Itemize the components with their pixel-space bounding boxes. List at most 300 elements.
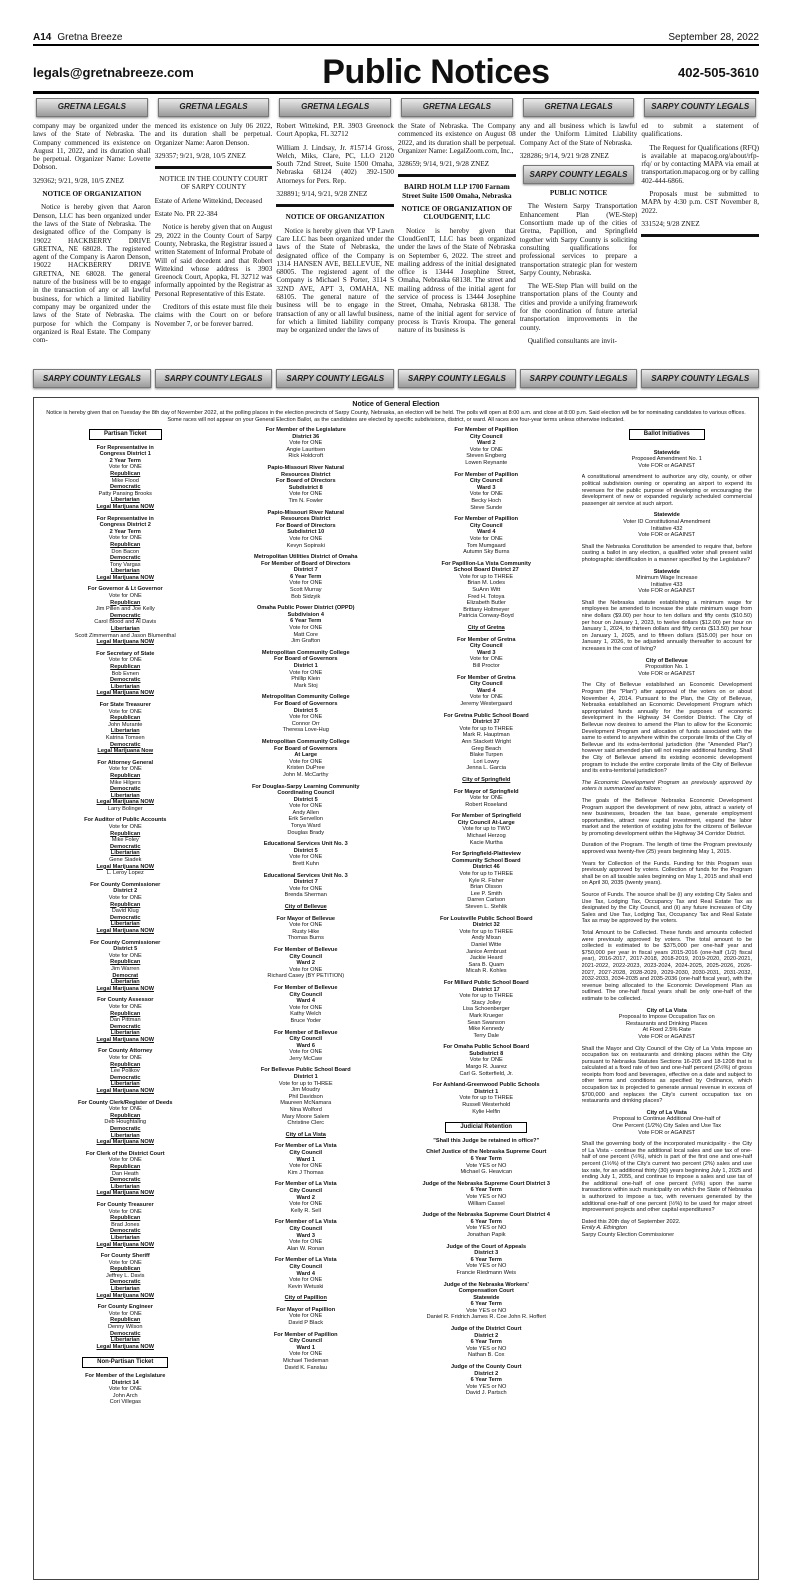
race-line: Legal Marijuana NOW [96, 1343, 154, 1350]
race-line: City Council [469, 681, 503, 688]
race-line: Dan Heath [111, 1170, 139, 1177]
initiative-heading: City of La Vista Proposal to Continue Additional One-half of One Percent (1/2%) City Sales and Use Tax Vote FOR or AGAINST [612, 1109, 722, 1136]
race-line: Becky Hoch [471, 497, 502, 504]
race-line: Democratic [110, 843, 141, 850]
race-line: Cori Villegas [109, 1399, 141, 1406]
race-line: District 17 [472, 986, 500, 993]
top-bar [33, 32, 759, 46]
legals-columns [33, 98, 759, 360]
race-line: Vote for ONE [289, 440, 323, 447]
initiative-text: Shall the Nebraska Constitution be amended to require that, before casting a ballot in any election, a qualified voter shall present valid photographic identification in a manner specified by the Legislature? [581, 543, 752, 563]
race-line: Jeffrey L. Davis [106, 1272, 145, 1279]
race-line: For County Commissioner [90, 881, 161, 888]
race-line: Sara B. Quam [468, 961, 504, 968]
race-line: Vote for ONE [469, 656, 503, 663]
race-block [40, 445, 211, 511]
race-line: Phil Davidson [288, 1093, 323, 1100]
race-line: Jonathan Papik [466, 1231, 506, 1238]
race-line: Carl G. Sotterfield, Jr. [459, 1070, 513, 1077]
initiative-heading: Statewide Voter ID Constitutional Amendment Initiative 432 Vote FOR or AGAINST [623, 512, 711, 539]
race-line: For Omaha Public School Board [443, 1044, 530, 1051]
race-block [221, 650, 392, 690]
race-line: Brian Olsson [470, 884, 503, 891]
sarpy-legals-header: SARPY COUNTY LEGALS [155, 369, 273, 388]
election-column-2 [221, 427, 392, 1577]
race-line: 6 Year Term [290, 573, 322, 580]
race-line: Vote for ONE [108, 535, 142, 542]
race-line: Vote for ONE [108, 824, 142, 831]
race-block [221, 916, 392, 942]
notice-text: menced its existence on July 06 2022, and its duration shall be perpetual. Organizer Name: Aaron Denson. [154, 122, 273, 147]
race-line: Legal Marijuana NOW [96, 574, 154, 581]
race-line: Thomas Burns [287, 935, 324, 942]
race-line: Phillip Klein [291, 676, 321, 683]
notice-text: Robert Wittekind, P.R. 3903 Greenock Court Apopka, FL 32712 [276, 122, 395, 139]
race-block [40, 1373, 211, 1406]
race-line: District 5 [113, 946, 138, 953]
race-line: Resources District [281, 471, 331, 478]
race-line: Scott Zimmerman and Jason Blumenthal [74, 632, 176, 639]
race-line: Republican [110, 1163, 141, 1170]
race-line: Ward 4 [296, 1270, 315, 1277]
race-line: For Member of Bellevue [274, 946, 338, 953]
race-line: Legal Marijuana NOW [96, 1139, 154, 1146]
initiative-text: Shall the governing body of the incorporated municipality - the City of La Vista - continue the additional local sales and use tax of one-half of one percent (½%), which is part of the first one and one-half percent (1½%) of the City's current two percent (2%) sales and use tax rate, for an additional thirty (30) years beginning July 1, 2025 and ending July 1, 2055, and continue to impose a sales and use tax of the additional one-half of one percent (½%) upon the same transactions within such municipality on which the State of Nebraska is authorized to impose a tax, with revenues generated by the additional one-half of one percent (½%) to be used for major street improvement projects and other capital expenditures? [581, 1141, 752, 1214]
race-line: District 5 [293, 707, 318, 714]
race-line: For Auditor of Public Accounts [84, 817, 167, 824]
race-line: Vote for ONE [108, 464, 142, 471]
race-line: Vote for ONE [469, 535, 503, 542]
race-line: Libertarian [110, 979, 140, 986]
general-election-notice [33, 397, 759, 1580]
race-block [401, 1326, 572, 1359]
race-line: Blake Turpen [469, 752, 503, 759]
race-block [401, 1212, 572, 1238]
race-line: Scott Murray [289, 587, 322, 594]
race-line: David K. Fanslau [284, 1364, 328, 1371]
race-line: Rusty Hike [292, 928, 320, 935]
race-line: For County Clerk/Register of Deeds [78, 1099, 173, 1106]
race-line: For Louisville Public School Board [439, 915, 533, 922]
race-line: Patty Pansing Brooks [98, 490, 152, 497]
race-line: Vote for up to THREE [459, 993, 514, 1000]
race-line: Judge of the Nebraska Workers' [443, 1281, 529, 1288]
notice-text: the State of Nebraska. The Company commenced its existence on August 08 2022, and its duration shall be perpetual. Organizer Name: LegalZoom.com, Inc., [398, 122, 516, 155]
race-line: For County Sheriff [100, 1253, 150, 1260]
initiative-heading: Statewide Minimum Wage Increase Initiative 433 Vote FOR or AGAINST [635, 568, 698, 595]
race-line: District 36 [292, 433, 320, 440]
race-line: 6 Year Term [470, 1301, 502, 1308]
race-block [401, 1138, 572, 1145]
race-line: Kevin Wetuski [288, 1283, 324, 1290]
race-line: Subdistrict 8 [288, 484, 323, 491]
race-line: Vote YES or NO [466, 1162, 507, 1169]
race-line: District 1 [474, 1088, 499, 1095]
race-line: City Council [289, 1338, 323, 1345]
race-block [401, 637, 572, 670]
race-line: L. Leroy Lopez [106, 870, 144, 877]
race-line: Margo R. Juarez [465, 1064, 507, 1071]
race-line: For Bellevue Public School Board [260, 1067, 351, 1074]
race-block [221, 1181, 392, 1214]
race-block [221, 784, 392, 837]
race-line: For Clerk of the District Court [85, 1150, 165, 1157]
race-line: Republican [110, 1112, 141, 1119]
race-line: For Member of Gretna [457, 674, 516, 681]
race-line: Republican [110, 772, 141, 779]
race-line: Vote for ONE [289, 1163, 323, 1170]
race-block [401, 1149, 572, 1175]
race-block [221, 947, 392, 980]
race-line: City Council [469, 643, 503, 650]
race-line: John Arch [112, 1392, 138, 1399]
gretna-legals-header: GRETNA LEGALS [158, 98, 270, 117]
race-line: Educational Services Unit No. 3 [263, 872, 348, 879]
gretna-legals-header: GRETNA LEGALS [279, 98, 391, 117]
race-line: Daniel R. Fridrich James R. Coe John R. Hoffert [426, 1314, 546, 1321]
race-line: Brian M. Lodes [467, 580, 506, 587]
race-line: Ward 2 [296, 960, 315, 967]
race-line: For Mayor of Papillion [276, 1306, 336, 1313]
notice-text: Notice is hereby given that VP Lawn Care LLC has been organized under the laws of the State of Nebraska, the designated office of the Company is 1314 HANSEN AVE, BELLEVUE, NE 68005. The registered agent of the Company is Michael S Porter, 3114 S 32ND AVE, APT 3, OMAHA, NE 68105. The general nature of the business will be to engage in the transaction of any or all lawful business, for which a limited liability company may be organized under the laws of [276, 226, 395, 335]
race-block [221, 841, 392, 867]
race-line: Libertarian [110, 792, 140, 799]
notice-text: company may be organized under the laws of the State of Nebraska. The Company commenced its existence on August 11, 2022, and its duration shall be perpetual. Organizer Name: Lovette Dobson. [33, 122, 151, 172]
race-line: Fred H. Totoya [467, 593, 505, 600]
race-line: Jim Pillen and Joe Kelly [95, 606, 155, 613]
race-line: District 46 [472, 864, 500, 871]
column-5 [520, 98, 638, 360]
race-line: Vote YES or NO [466, 1307, 507, 1314]
race-line: Connor Orr [291, 720, 320, 727]
race-line: Educational Services Unit No. 3 [263, 841, 348, 848]
race-line: 6 Year Term [470, 1218, 502, 1225]
notice-heading: NOTICE OF ORGANIZATION [42, 190, 142, 199]
divider [641, 234, 759, 237]
sarpy-legals-header: SARPY COUNTY LEGALS [644, 98, 756, 117]
race-line: For Secretary of State [96, 650, 155, 657]
race-line: Bruce Yoder [290, 1017, 321, 1024]
race-line: Vote for ONE [108, 952, 142, 959]
race-line: Vote for ONE [289, 854, 323, 861]
race-block [401, 713, 572, 772]
initiative-text: The Economic Development Program as previously approved by voters is summarized as follows: [581, 779, 752, 793]
race-block [221, 510, 392, 550]
race-line: Ward 3 [296, 1232, 315, 1239]
race-line: Legal Marijuana NOW [96, 863, 154, 870]
race-block [221, 427, 392, 460]
race-block [221, 605, 392, 645]
race-line: For Member of La Vista [274, 1143, 337, 1150]
race-line: At Large [294, 752, 318, 759]
notice-text: The Western Sarpy Transportation Enhancement Plan (WE-Step) Consortium made up of the cities of Gretna, Papillion, and Springfield together with Sarpy County is soliciting consulting qualifications for professional services to prepare a transportation strategic plan for western Sarpy County, Nebraska. [519, 202, 638, 277]
notice-text: The Request for Qualifications (RFQ) is available at mapacog.org/about/rfp-rfq/ or by contacting MAPA via email at transportation.mapacog.org or by calling 402-444-6866. [641, 143, 760, 185]
race-block [221, 1332, 392, 1372]
race-line: Brett Kuhn [292, 861, 319, 868]
race-line: Vote for ONE [289, 1351, 323, 1358]
race-line: Tony Vargas [109, 561, 141, 568]
race-line: Elizabeth Butler [466, 600, 506, 607]
race-line: 6 Year Term [290, 618, 322, 625]
race-line: For County Engineer [97, 1304, 153, 1311]
race-line: Ward 1 [296, 1344, 315, 1351]
city-heading: City of Papillion [284, 1295, 327, 1302]
race-line: For Member of La Vista [274, 1181, 337, 1188]
race-line: 2 Year Term [109, 457, 141, 464]
sarpy-legals-header: SARPY COUNTY LEGALS [276, 369, 394, 388]
race-line: Vote for ONE [108, 708, 142, 715]
initiative-text: Shall the Nebraska statute establishing a minimum wage for employees be amended to increase the state minimum wage from nine dollars ($9.00) per hour to ten dollars and fifty cents ($10.50) per hour on January 1, 2023, to twelve dollars ($12.00) per hour on January 1, 2024, to thirteen dollars and fifty cents ($13.50) per hour on January 1, 2025, and to fifteen dollars ($15.00) per hour on January 1, 2026, to be adjusted annually thereafter to account for increases in the cost of living? [581, 599, 752, 653]
race-line: 6 Year Term [470, 1377, 502, 1384]
gretna-legals-header: GRETNA LEGALS [401, 98, 513, 117]
race-line: For Douglas-Sarpy Learning Community [251, 783, 360, 790]
race-line: Legal Marijuana NOW [96, 985, 154, 992]
race-line: For Board of Directors [275, 478, 336, 485]
race-line: Papio-Missouri River Natural [267, 509, 344, 516]
notice-text: Notice is hereby given that Aaron Denson, LLC has been organized under the laws of the State of Nebraska. The designated office of the Company is 19022 HACKBERRY DRIVE GRETNA, NE 68028. The registered agent of the Company is Aaron Denson, 19022 HACKBERRY DRIVE GRETNA, NE 68028. The general nature of the business will be to engage in the transaction of any or all lawful business, for which a limited liability company may be organized under the laws of the State of Nebraska. The purpose for which the Company is organized is Real Estate. The Company com- [33, 203, 151, 345]
race-line: Kylie Helfin [472, 1108, 501, 1115]
initiative-heading: City of Bellevue Proposition No. 1 Vote FOR or AGAINST [638, 657, 696, 677]
race-line: Mark Stoj [293, 682, 318, 689]
race-line: Judge of the Court of Appeals [446, 1243, 527, 1250]
race-block [40, 586, 211, 645]
race-line: David Klug [111, 908, 139, 915]
notice-text: Qualified consultants are invit- [527, 336, 617, 345]
ballot-initiatives-box: Ballot Initiatives [629, 429, 705, 440]
notice-heading: NOTICE OF ORGANIZATION [285, 213, 385, 222]
divider [398, 174, 516, 177]
race-line: Vote for ONE [289, 714, 323, 721]
notice-text: The WE-Step Plan will build on the transportation plans of the County and cities and provide a unifying framework for the coordination of future arterial transportation improvements in the county. [519, 282, 638, 332]
race-line: Libertarian [110, 1183, 140, 1190]
race-line: Kathy Welch [290, 1011, 322, 1018]
race-line: Bob Sidzyik [291, 593, 321, 600]
race-line: Metropolitan Community College [261, 649, 350, 656]
race-line: Libertarian [110, 1337, 140, 1344]
race-line: Vote for ONE [289, 1004, 323, 1011]
column-1 [33, 98, 151, 360]
race-line: Vote for ONE [469, 446, 503, 453]
race-line: Douglas Brady [287, 829, 325, 836]
race-line: City Council [469, 433, 503, 440]
race-block [401, 675, 572, 708]
race-block [221, 554, 392, 600]
sarpy-legals-header: SARPY COUNTY LEGALS [33, 369, 151, 388]
notice-text: Notice is hereby given that CloudGenIT, LLC has been organized under the laws of the State of Nebraska on September 6, 2022. The street and mailing address of the initial designated office is 13444 Josephine Street, Omaha, Nebraska 68138. The street and mailing address of the initial agent for service of process is 13444 Josephine Street, Omaha, Nebraska 68138. The name of the initial agent for service of process is Travis Kroupa. The general nature of its business is [398, 226, 516, 335]
race-line: Jackie Heard [469, 955, 503, 962]
race-block [40, 940, 211, 993]
race-block [40, 516, 211, 582]
race-block [40, 1048, 211, 1094]
race-line: District 32 [472, 922, 500, 929]
race-line: Vote for ONE [289, 1049, 323, 1056]
initiative-heading: Statewide Proposed Amendment No. 1 Vote FOR or AGAINST [631, 449, 702, 469]
column-6 [641, 98, 759, 360]
initiative-text: Years for Collection of the Funds. Funding for this Program was previously approved by voters. Collection of funds for the Program shall be on all taxable sales beginning on May 1, 2015 and shall end on April 30, 2035 (twenty years). [581, 860, 752, 887]
race-block [401, 1082, 572, 1115]
race-line: Andy Mixan [471, 935, 501, 942]
race-line: Andy Allen [292, 809, 319, 816]
election-columns [40, 427, 752, 1577]
race-line: For Member of Papillion [454, 516, 519, 523]
race-line: SuAnn Witt [472, 587, 501, 594]
race-line: Libertarian [110, 850, 140, 857]
page-id [33, 32, 122, 44]
race-line: Steven Engberg [466, 453, 507, 460]
notice-text: Notice is hereby given that on August 29, 2022 in the County Court of Sarpy County, Nebraska, the Registrar issued a written Statement of Informal Probate of Will of said decedent and that Robert Wittekind whose address is 3903 Greenock Court, Apopka, FL 32712 was informally appointed by the Registrar as Personal Representative of this Estate. [154, 223, 273, 298]
race-line: District 37 [472, 719, 500, 726]
race-line: Tom Mumgaard [466, 542, 506, 549]
ticket-box: Non-Partisan Ticket [82, 1357, 168, 1368]
race-line: For Member of Board of Directors [260, 560, 351, 567]
race-line: Ward 4 [477, 529, 496, 536]
race-line: For Member of the Legislature [265, 427, 346, 433]
election-column-3 [401, 427, 572, 1577]
race-line: Vote for up to THREE [459, 871, 514, 878]
race-line: Republican [110, 959, 141, 966]
sarpy-legals-header: SARPY COUNTY LEGALS [520, 369, 638, 388]
race-block [40, 702, 211, 755]
notice-ref: 331524; 9/28 ZNEZ [641, 219, 700, 228]
race-block [401, 516, 572, 556]
initiative-text: Total Amount to be Collected. These funds and amounts collected were previously approved by voters. The total amount to be collected is estimated to be $375,000 per one-half year and $750,000 per year in fiscal years 2015-2016 (one-half (1/2) fiscal year), 2016-2017, 2017-2018, 2018-2019, 2019-2020, 2020-2021, 2021-2022, 2022-2023, 2023-2024, 2024-2025, 2025-2026, 2026-2027, 2027-2028, 2028-2029, 2029-2030, 2030-2031, 2031-2032, 2032-2033, 2034-2035 and 2035-2036 (one-half fiscal year), with the revenue being allocated to the Economic Development Plan as outlined. The one-half fiscal years shall be only one-half of the estimate to be collected. [581, 930, 752, 1002]
race-line: Judge of the County Court [450, 1364, 522, 1371]
race-line: Democratic [110, 1330, 141, 1337]
city-heading: City of Gretna [467, 625, 505, 632]
race-line: Patricia Conway-Boyd [458, 613, 514, 620]
race-line: 6 Year Term [470, 1156, 502, 1162]
race-line: Judge of the Nebraska Supreme Court District 3 [422, 1180, 550, 1187]
initiative-text: Source of Funds. The source shall be (i) any existing City Sales and Use Tax, Lodging Tax, Occupancy Tax and Real Estate Tax as designated by the City Council, and (ii) any future increases of City Sales and Use Tax, Lodging Tax, Occupancy Tax and Real Estate Tax as may be approved by the voters. [581, 892, 752, 925]
race-line: Michael G. Heavican [460, 1169, 513, 1176]
city-heading: City of Springfield [462, 776, 511, 783]
race-line: Vote for ONE [289, 922, 323, 929]
race-line: Subdistrict 10 [287, 529, 325, 536]
race-line: Omaha Public Power District (OPPD) [256, 605, 355, 612]
race-line: Ward 3 [477, 649, 496, 656]
race-line: Congress District 1 [99, 451, 151, 458]
race-block [40, 817, 211, 876]
race-line: Vote for ONE [469, 491, 503, 498]
race-line: Republican [110, 1317, 141, 1324]
page-number: A14 [33, 32, 52, 43]
race-line: Legal Marijuana NOW [96, 639, 154, 646]
race-line: Democratic [110, 741, 141, 748]
law-firm: BAIRD HOLM LLP 1700 Farnam Street Suite 1500 Omaha, Nebraska [402, 183, 512, 200]
race-line: Steven L. Stehlik [465, 904, 508, 910]
race-line: Legal Marijuana NOW [96, 927, 154, 934]
race-line: For County Assessor [97, 997, 154, 1004]
race-line: For Member of Springfield [451, 813, 522, 820]
race-line: District 5 [293, 847, 318, 854]
race-line: Libertarian [110, 497, 140, 504]
race-line: For Representative in [96, 515, 154, 522]
race-line: For Board of Governors [274, 745, 338, 752]
paper-name: Gretna Breeze [57, 32, 123, 43]
race-line: Vote for ONE [108, 1386, 142, 1393]
race-line: Vote for ONE [469, 1057, 503, 1064]
race-block [221, 1067, 392, 1126]
race-line: Mark R. Hauptman [462, 732, 510, 739]
race-line: Libertarian [110, 626, 140, 633]
race-line: Sean Swanson [467, 1019, 506, 1026]
race-line: For Member of Bellevue [274, 1029, 338, 1036]
race-line: Lori Lowry [473, 758, 500, 765]
signature-name: Emily A. Ethington [581, 1225, 627, 1232]
legals-email[interactable]: legals@gretnabreeze.com [33, 65, 194, 80]
race-line: Kacie Murtha [469, 839, 503, 846]
race-line: Vote for ONE [108, 1208, 142, 1215]
race-line: Libertarian [110, 1286, 140, 1293]
race-line: Subdistrict 8 [469, 1050, 504, 1057]
race-line: Metropolitan Community College [261, 694, 350, 701]
race-line: Vote for ONE [289, 669, 323, 676]
race-line: For Member of Gretna [457, 636, 516, 643]
race-line: Russell Westerhold [462, 1102, 511, 1109]
race-line: Papio-Missouri River Natural [267, 464, 344, 471]
race-line: For Papillion-La Vista Community [441, 560, 531, 567]
race-line: Republican [110, 470, 141, 477]
city-heading: City of La Vista [285, 1131, 326, 1138]
column-3 [276, 98, 394, 360]
race-line: Micah R. Kohles [465, 968, 507, 975]
race-line: Democratic [110, 484, 141, 491]
race-line: Bill Proctor [472, 663, 500, 669]
divider [155, 166, 273, 169]
race-line: Kristen DuPree [286, 765, 325, 772]
notice-heading: NOTICE IN THE COUNTY COURT OF SARPY COUNTY [159, 175, 268, 192]
race-line: Vote for ONE [289, 580, 323, 587]
race-line: Francie Riedmann Weis [456, 1269, 517, 1276]
race-line: Libertarian [110, 1132, 140, 1139]
race-line: District 14 [111, 1379, 139, 1386]
initiative-text: The City of Bellevue established an Economic Development Program (the "Plan") after approval of the voters on or about November 4, 2014. Pursuant to the Plan, the City of Bellevue, Nebraska established an Economic Development Program which appropriated funds annually for the purposes of economic development in the Highway 34 Corridor District. The City of Bellevue now desires to amend the Plan to allow for the Economic Development Program and allocation of funds associated with the same to extend to anywhere within the corporate limits of the City of Bellevue and its extra-territorial jurisdiction (the "Amended Plan") however said amended plan will not require additional funding. Shall the City of Bellevue amend its existing economic development program to include the entire corporate limits of the City of Bellevue and its extra-territorial jurisdiction? [581, 682, 752, 775]
election-intro: Notice is hereby given that on Tuesday the 8th day of November 2022, at the polling places in the election precincts of Sarpy County, Nebraska, an election will be held. The polls will open at 8:00 a.m. and close at 8:00 p.m. Said election will be for nominating candidates to various offices. Some races will not appear on your General Election Ballot, as the candidates are elected by specific subdivisions, district, or ward. All races are four-year terms unless otherwise indicated. [46, 410, 746, 423]
race-line: Janice Armbrust [466, 948, 507, 955]
race-line: 6 Year Term [470, 1339, 502, 1346]
notice-text: Proposals must be submitted to MAPA by 4:30 p.m. CST November 8, 2022. [641, 190, 760, 215]
race-line: Democrat [112, 972, 139, 979]
race-line: Kyle R. Fisher [468, 877, 504, 884]
race-line: Legal Marijuana NOW [96, 1292, 154, 1299]
race-line: Vote for ONE [469, 694, 503, 701]
race-block [40, 651, 211, 697]
gretna-legals-header: GRETNA LEGALS [523, 98, 635, 117]
race-line: For Mayor of Bellevue [276, 915, 335, 922]
race-line: Vote for ONE [108, 1003, 142, 1010]
race-line: Vote for ONE [469, 795, 503, 802]
race-line: Mike Flood [111, 477, 139, 484]
race-line: Democratic [110, 1279, 141, 1286]
notice-text: William J. Lindsay, Jr. #15714 Gross, Welch, Miks, Clare, PC, LLO 2120 South 72nd Street, Suite 1500 Omaha, Nebraska 68124 (402) 392-1500 Attorneys for Pers. Rep. [276, 143, 395, 185]
race-line: Tonya Ward [290, 823, 321, 830]
race-line: For Member of Bellevue [274, 984, 338, 991]
sarpy-legals-header: SARPY COUNTY LEGALS [641, 369, 759, 388]
race-line: Legal Marijuana NOW [96, 1190, 154, 1197]
sarpy-legals-header: SARPY COUNTY LEGALS [523, 165, 635, 184]
race-line: Vote for ONE [108, 766, 142, 773]
race-line: City Council [289, 1150, 323, 1156]
race-block [401, 1282, 572, 1322]
race-line: For Springfield-Platteview [451, 851, 521, 858]
notice-text: Estate No. PR 22-384 [154, 210, 218, 219]
race-line: Vote for ONE [289, 885, 323, 892]
race-line: Kevyn Sopinski [286, 542, 325, 549]
race-line: Republican [110, 715, 141, 722]
race-line: Mike Kennedy [468, 1026, 504, 1033]
notice-ref: 328286; 9/14, 9/21 9/28 ZNEZ [519, 151, 609, 160]
race-line: Vote YES or NO [466, 1263, 507, 1270]
